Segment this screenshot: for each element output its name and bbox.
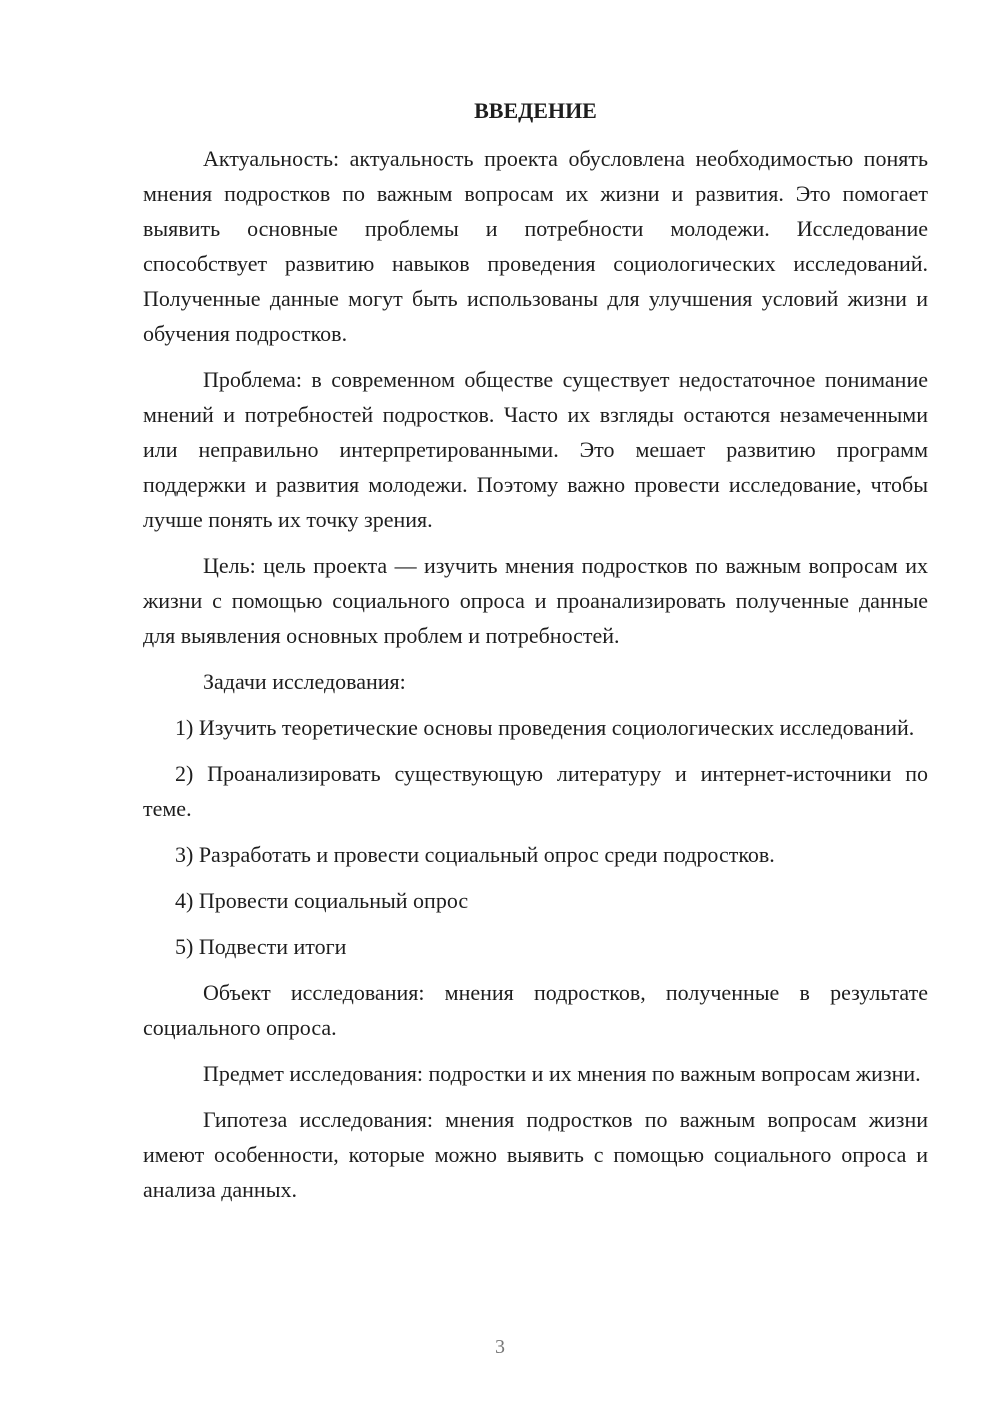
task-item: 4) Провести социальный опрос: [175, 888, 469, 913]
task-item: 5) Подвести итоги: [175, 934, 347, 959]
task-item: 2) Проанализировать существующую литературу и интернет-источники по теме.: [143, 761, 928, 821]
paragraph-hypothesis: Гипотеза исследования: мнения подростков по важным вопросам жизни имеют особенности, которые можно выявить с помощью социального опроса и анализа данных.: [143, 1107, 928, 1202]
paragraph-subject: Предмет исследования: подростки и их мнения по важным вопросам жизни.: [203, 1061, 921, 1086]
paragraph-object: Объект исследования: мнения подростков, полученные в результате социального опроса.: [143, 980, 928, 1040]
task-item: 3) Разработать и провести социальный опрос среди подростков.: [175, 842, 775, 867]
paragraph-tasks-heading: Задачи исследования:: [203, 669, 406, 694]
paragraph-problem: Проблема: в современном обществе существует недостаточное понимание мнений и потребностей подростков. Часто их взгляды остаются незамеченными или неправильно интерпретированными. Это мешает развитию программ поддержки и развития молодежи. Поэтому важно провести исследование, чтобы лучше понять их точку зрения.: [143, 367, 928, 532]
page-number: 3: [495, 1336, 505, 1358]
paragraph-goal: Цель: цель проекта — изучить мнения подростков по важным вопросам их жизни с помощью социального опроса и проанализировать полученные данные для выявления основных проблем и потребностей.: [143, 553, 928, 648]
page-title: ВВЕДЕНИЕ: [474, 98, 597, 123]
paragraph-relevance: Актуальность: актуальность проекта обусловлена необходимостью понять мнения подростков по важным вопросам их жизни и развития. Это помогает выявить основные проблемы и потребности молодежи. Исследование способствует развитию навыков проведения социологических исследований. Полученные данные могут быть использованы для улучшения условий жизни и обучения подростков.: [143, 146, 928, 346]
document-body: [143, 141, 928, 1207]
task-item: 1) Изучить теоретические основы проведения социологических исследований.: [175, 715, 915, 740]
